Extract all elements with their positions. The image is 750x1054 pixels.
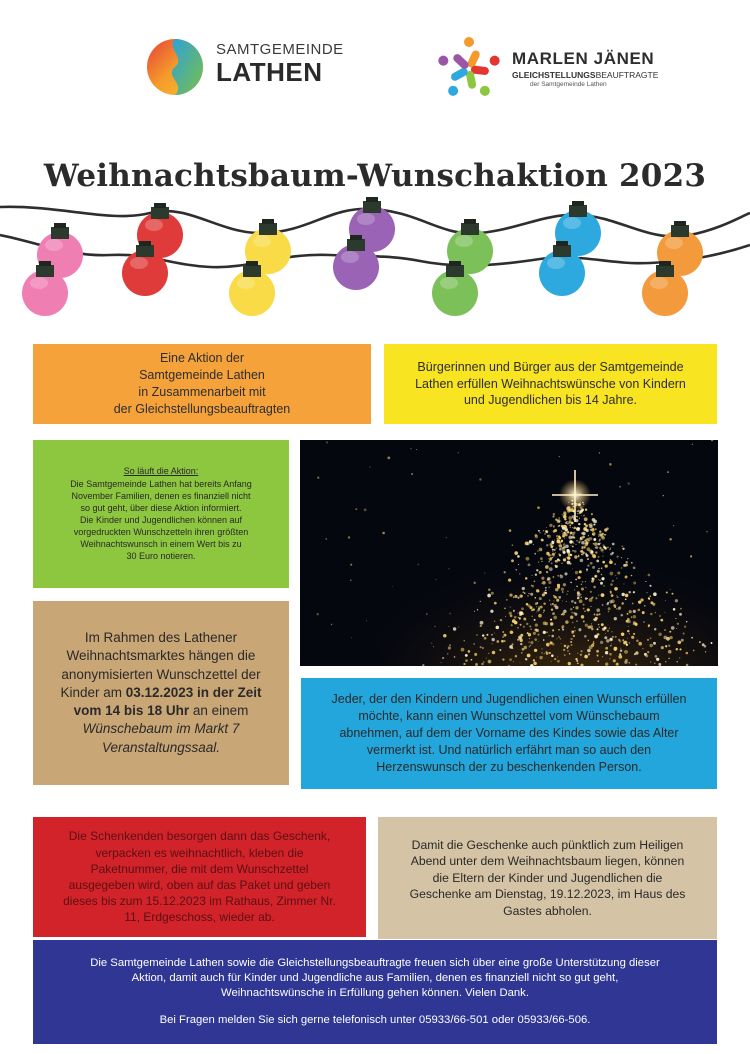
logo-marlen-role-bold: GLEICHSTELLUNGS [512, 70, 596, 80]
tan-time: vom 14 bis 18 Uhr [73, 703, 190, 719]
red-line3: Paketnummer, die mit dem Wunschzettel [90, 861, 309, 876]
yellow-line2: Lathen erfüllen Weihnachtswünsche von Kindern [415, 376, 686, 391]
beige-line5: Gastes abholen. [503, 903, 592, 918]
christmas-tree-lights-photo [300, 440, 718, 666]
logo-marlen-role [512, 71, 658, 80]
logo-marlen-name: MARLEN JÄNEN [512, 49, 655, 68]
blue-line5: Herzenswunsch der zu beschenkenden Person. [376, 759, 642, 774]
logo-lathen-line1: SAMTGEMEINDE [216, 41, 344, 58]
tan-location-2: Veranstaltungssaal. [101, 739, 221, 755]
red-line6: 11, Erdgeschoss, wieder ab. [124, 910, 275, 925]
navy-line2: Aktion, damit auch für Kinder und Jugendliche aus Familien, denen es finanziell nicht so gut geht, [131, 971, 619, 984]
orange-line2: Samtgemeinde Lathen [139, 368, 265, 383]
tan-line5-post: an einem [189, 703, 249, 719]
page-title: Weihnachtsbaum-Wunschaktion 2023 [43, 158, 707, 194]
beige-line3: die Eltern der Kinder und Jugendlichen die [432, 870, 663, 885]
green-line4: Die Kinder und Jugendlichen können auf [79, 515, 243, 525]
logo-marlen-role-rest: BEAUFTRAGTE [595, 70, 659, 80]
red-line4: ausgegeben wird, oben auf das Paket und geben [68, 878, 331, 892]
samtgemeinde-lathen-logo-mark [146, 38, 204, 96]
green-line3: so gut geht, über diese Aktion informiert. [80, 502, 242, 513]
info-box-buerger [384, 344, 717, 424]
yellow-line1: Bürgerinnen und Bürger aus der Samtgemeinde [417, 359, 684, 374]
info-box-aktion [33, 344, 371, 424]
beige-line1: Damit die Geschenke auch pünktlich zum Heiligen [411, 837, 684, 852]
blue-line3: abnehmen, auf dem der Vorname des Kindes sowie das Alter [339, 726, 679, 741]
green-line6: Weihnachtswunsch in einem Wert bis zu [80, 539, 242, 550]
green-line7: 30 Euro notieren. [126, 551, 196, 562]
blue-line4: vermerkt ist. Und natürlich erfährt man so auch den [366, 742, 652, 757]
green-line2: November Familien, denen es finanziell nicht [71, 490, 251, 501]
info-box-wunschzettel [301, 678, 717, 789]
info-box-ablauf [33, 440, 289, 588]
marlen-jaenen-logo-text [512, 50, 658, 88]
tan-date: 03.12.2023 in der Zeit [125, 684, 262, 700]
yellow-line3: und Jugendlichen bis 14 Jahre. [463, 393, 638, 408]
navy-line1: Die Samtgemeinde Lathen sowie die Gleichstellungsbeauftragte freuen sich über eine große Unterstützung dieser [90, 956, 660, 969]
tan-line3: anonymisierten Wunschzettel der [61, 666, 261, 682]
green-line1: Die Samtgemeinde Lathen hat bereits Anfang [70, 478, 252, 489]
navy-line3: Weihnachtswünsche in Erfüllung gehen können. Vielen Dank. [221, 987, 529, 999]
info-box-abgabe [33, 817, 366, 937]
blue-line2: möchte, kann einen Wunschzettel vom Wünschebaum [358, 709, 660, 724]
info-box-weihnachtsmarkt [33, 601, 289, 785]
tan-location-1: Wünschebaum im Markt 7 [82, 721, 240, 737]
info-box-abholung [378, 817, 717, 939]
orange-line4: der Gleichstellungsbeauftragten [113, 401, 291, 416]
orange-line1: Eine Aktion der [159, 351, 245, 366]
red-line2: verpacken es weihnachtlich, kleben die [95, 845, 304, 860]
string-lights-decoration [0, 195, 750, 335]
info-box-dank [33, 940, 717, 1044]
tan-line1: Im Rahmen des Lathener [84, 630, 238, 646]
orange-line3: in Zusammenarbeit mit [138, 385, 266, 399]
beige-line2: Abend unter dem Weihnachtsbaum liegen, können [410, 854, 685, 869]
logo-lathen-line2: LATHEN [216, 57, 323, 87]
contact-phone-text: Bei Fragen melden Sie sich gerne telefonisch unter 05933/66-501 oder 05933/66-506. [159, 1014, 591, 1027]
red-line1: Die Schenkenden besorgen dann das Geschenk, [68, 829, 331, 844]
marlen-jaenen-logo-mark [433, 33, 505, 105]
green-line5: vorgedruckten Wunschzetteln ihren größten [73, 527, 249, 538]
blue-line1: Jeder, der den Kindern und Jugendlichen einen Wunsch erfüllen [331, 692, 687, 707]
samtgemeinde-lathen-logo-text [216, 42, 344, 85]
red-line5: dieses bis zum 15.12.2023 im Rathaus, Zimmer Nr. [63, 894, 336, 909]
green-heading: So läuft die Aktion: [123, 466, 199, 477]
tan-line2: Weihnachtsmarktes hängen die [66, 648, 256, 664]
tan-line4-pre: Kinder am [60, 684, 126, 700]
beige-line4: Geschenke am Dienstag, 19.12.2023, im Haus des [409, 887, 686, 902]
logo-marlen-sub: der Samtgemeinde Lathen [530, 80, 607, 88]
